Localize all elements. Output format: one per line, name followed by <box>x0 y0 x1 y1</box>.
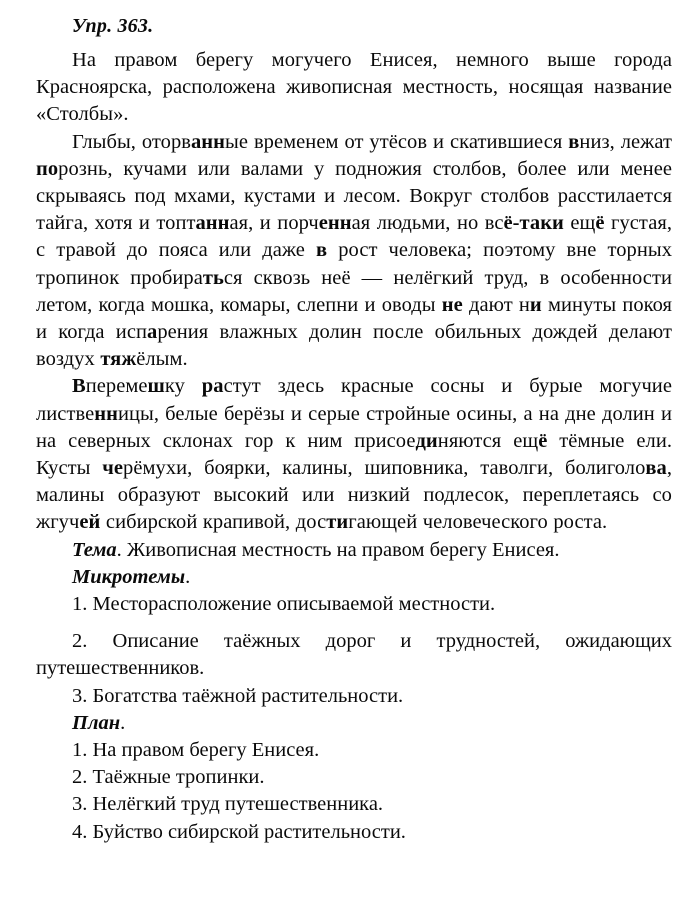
theme-text: Живописная местность на правом берегу Енисея. <box>126 538 560 561</box>
plan-heading-line <box>36 710 672 737</box>
emphasis-span: в <box>568 130 580 153</box>
emphasis-span: тяж <box>100 348 137 371</box>
emphasis-span: анн <box>195 212 230 235</box>
plan-item-3: 3. Нелёгкий труд путешественника. <box>72 793 384 816</box>
theme-label: Тема <box>72 538 117 561</box>
emphasis-span: ё <box>595 212 605 235</box>
emphasis-span: ва <box>645 457 667 480</box>
emphasis-span: а <box>147 321 158 344</box>
microtheme-item-3: 3. Богатства таёжной растительности. <box>72 684 404 707</box>
exercise-heading: Упр. 363. <box>72 15 154 37</box>
page-content <box>36 0 672 846</box>
theme-separator: . <box>116 538 127 561</box>
emphasis-span: ё <box>538 429 548 452</box>
emphasis-span: ть <box>202 266 224 289</box>
paragraph-3: Вперемешку растут здесь красные сосны и бурые могучие лиственницы, белые берёзы и серые стройные осины, а на дне долин и на северных склонах гор к ним присоединяются ещё тёмные ели. Кусты черёмухи, боярки, калины, шиповника, таволги, болиголова, малины образуют высокий или низкий подлесок, переплетаясь со жгучей сибирской крапивой, достигающей человеческого роста. <box>36 375 673 534</box>
paragraph-2: Глыбы, оторванные временем от утёсов и скатившиеся вниз, лежат порознь, кучами или валами у подножия столбов, более или менее скрываясь под мхами, кустами и лесом. Вокруг столбов расстилается тайга, хотя и топтанная, и порченная людьми, но всё-таки ещё густая, с травой до пояса или даже в рост человека; поэтому вне торных тропинок пробираться сквозь неё — нелёгкий труд, в особенности летом, когда мошка, комары, слепни и оводы не дают ни минуты покоя и когда испарения влажных долин после обильных дождей делают воздух тяжёлым. <box>36 130 673 371</box>
emphasis-span: ё-таки <box>503 212 564 235</box>
emphasis-span: ра <box>201 375 224 398</box>
emphasis-span: не <box>441 293 463 316</box>
emphasis-span: нн <box>94 402 118 425</box>
emphasis-span: В <box>72 375 86 398</box>
emphasis-span: енн <box>318 212 352 235</box>
plan-item-1: 1. На правом берегу Енисея. <box>72 739 320 762</box>
microtheme-item-1: 1. Месторасположение описываемой местности. <box>72 593 496 616</box>
microthemes-separator: . <box>185 565 191 588</box>
emphasis-span: ей <box>79 511 101 534</box>
theme-line <box>36 537 672 564</box>
emphasis-span: в <box>316 239 328 262</box>
emphasis-span: ш <box>147 375 165 398</box>
paragraph-1: На правом берегу могучего Енисея, немного выше города Красноярска, расположена живописная местность, носящая название «Столбы». <box>36 49 672 126</box>
list-spacer <box>36 618 672 628</box>
emphasis-span: ди <box>415 429 438 452</box>
emphasis-span: че <box>102 457 124 480</box>
plan-item-2: 2. Таёжные тропинки. <box>72 766 265 789</box>
emphasis-span: анн <box>191 130 226 153</box>
microtheme-item-2: 2. Описание таёжных дорог и трудностей, ожидающих путешественников. <box>36 630 672 680</box>
plan-label: План <box>72 711 121 734</box>
emphasis-span: ти <box>326 511 349 534</box>
emphasis-span: по <box>36 157 59 180</box>
microthemes-heading-line <box>36 564 672 591</box>
emphasis-span: и <box>529 293 542 316</box>
microthemes-label: Микротемы <box>72 565 186 588</box>
plan-item-4: 4. Буйство сибирской растительности. <box>72 820 406 843</box>
plan-separator: . <box>120 711 126 734</box>
